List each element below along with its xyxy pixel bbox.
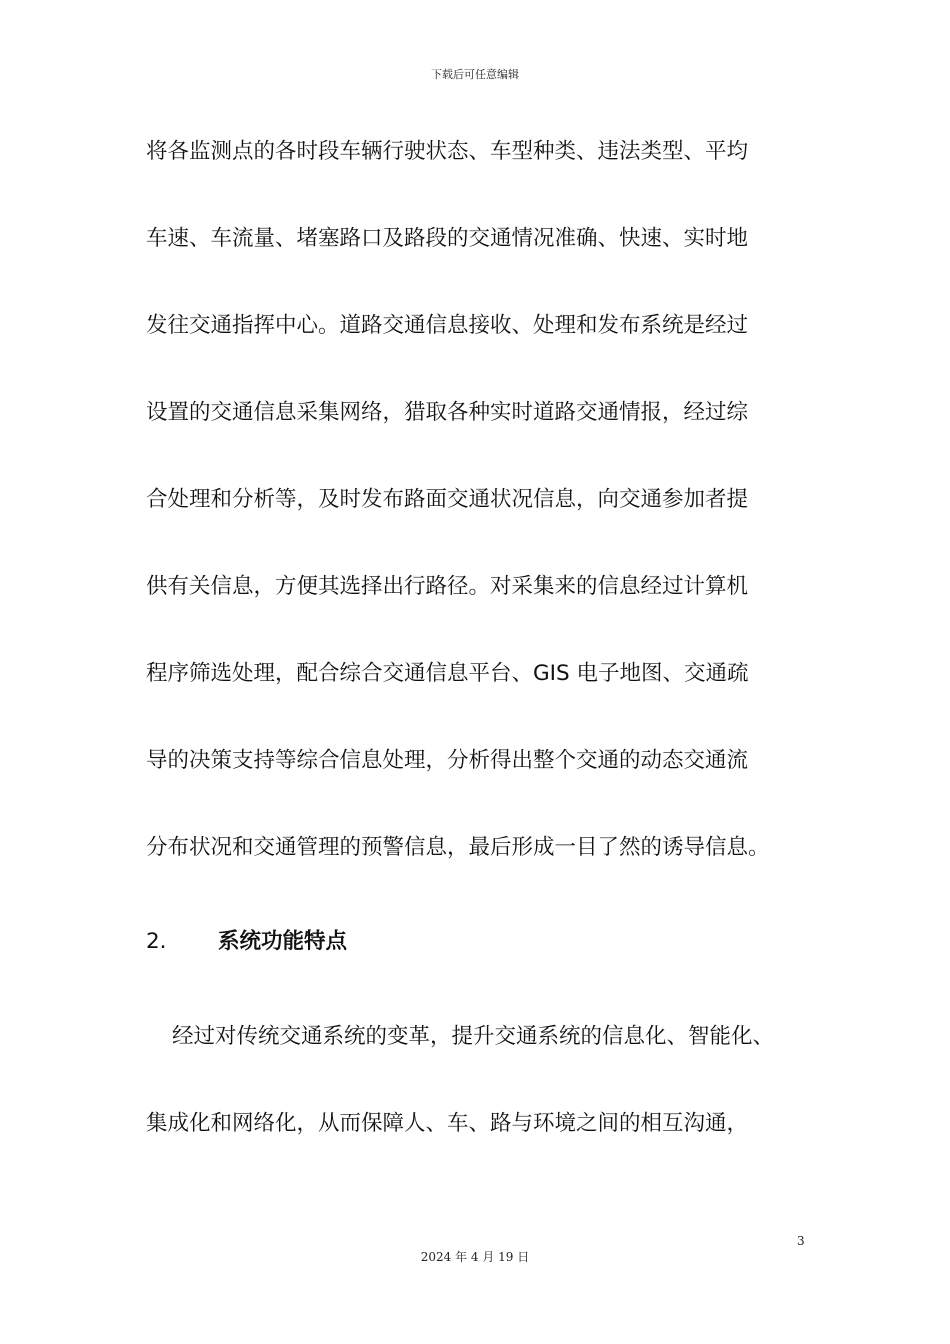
section-title: 系统功能特点 (218, 929, 348, 954)
page-header-note: 下载后可任意编辑 (431, 68, 519, 81)
paragraph-line: 将各监测点的各时段车辆行驶状态、车型种类、违法类型、平均 (146, 139, 749, 164)
page-number: 3 (797, 1234, 805, 1248)
paragraph-line: 分布状况和交通管理的预警信息，最后形成一目了然的诱导信息。 (146, 835, 770, 860)
section-heading (146, 927, 347, 957)
paragraph-line: 供有关信息，方便其选择出行路径。对采集来的信息经过计算机 (146, 574, 749, 599)
paragraph-line: 经过对传统交通系统的变革，提升交通系统的信息化、智能化、 (172, 1024, 775, 1049)
paragraph-line: 程序筛选处理，配合综合交通信息平台、GIS 电子地图、交通疏 (146, 661, 749, 686)
paragraph-line: 导的决策支持等综合信息处理，分析得出整个交通的动态交通流 (146, 748, 749, 773)
paragraph-line: 合处理和分析等，及时发布路面交通状况信息，向交通参加者提 (146, 487, 749, 512)
footer-date: 2024 年 4 月 19 日 (420, 1250, 530, 1264)
paragraph-line: 车速、车流量、堵塞路口及路段的交通情况准确、快速、实时地 (146, 226, 749, 251)
paragraph-line: 设置的交通信息采集网络，猎取各种实时道路交通情报，经过综 (146, 400, 749, 425)
paragraph-line: 发往交通指挥中心。道路交通信息接收、处理和发布系统是经过 (146, 313, 749, 338)
section-number: 2. (146, 929, 167, 954)
paragraph-line: 集成化和网络化，从而保障人、车、路与环境之间的相互沟通， (146, 1111, 749, 1136)
